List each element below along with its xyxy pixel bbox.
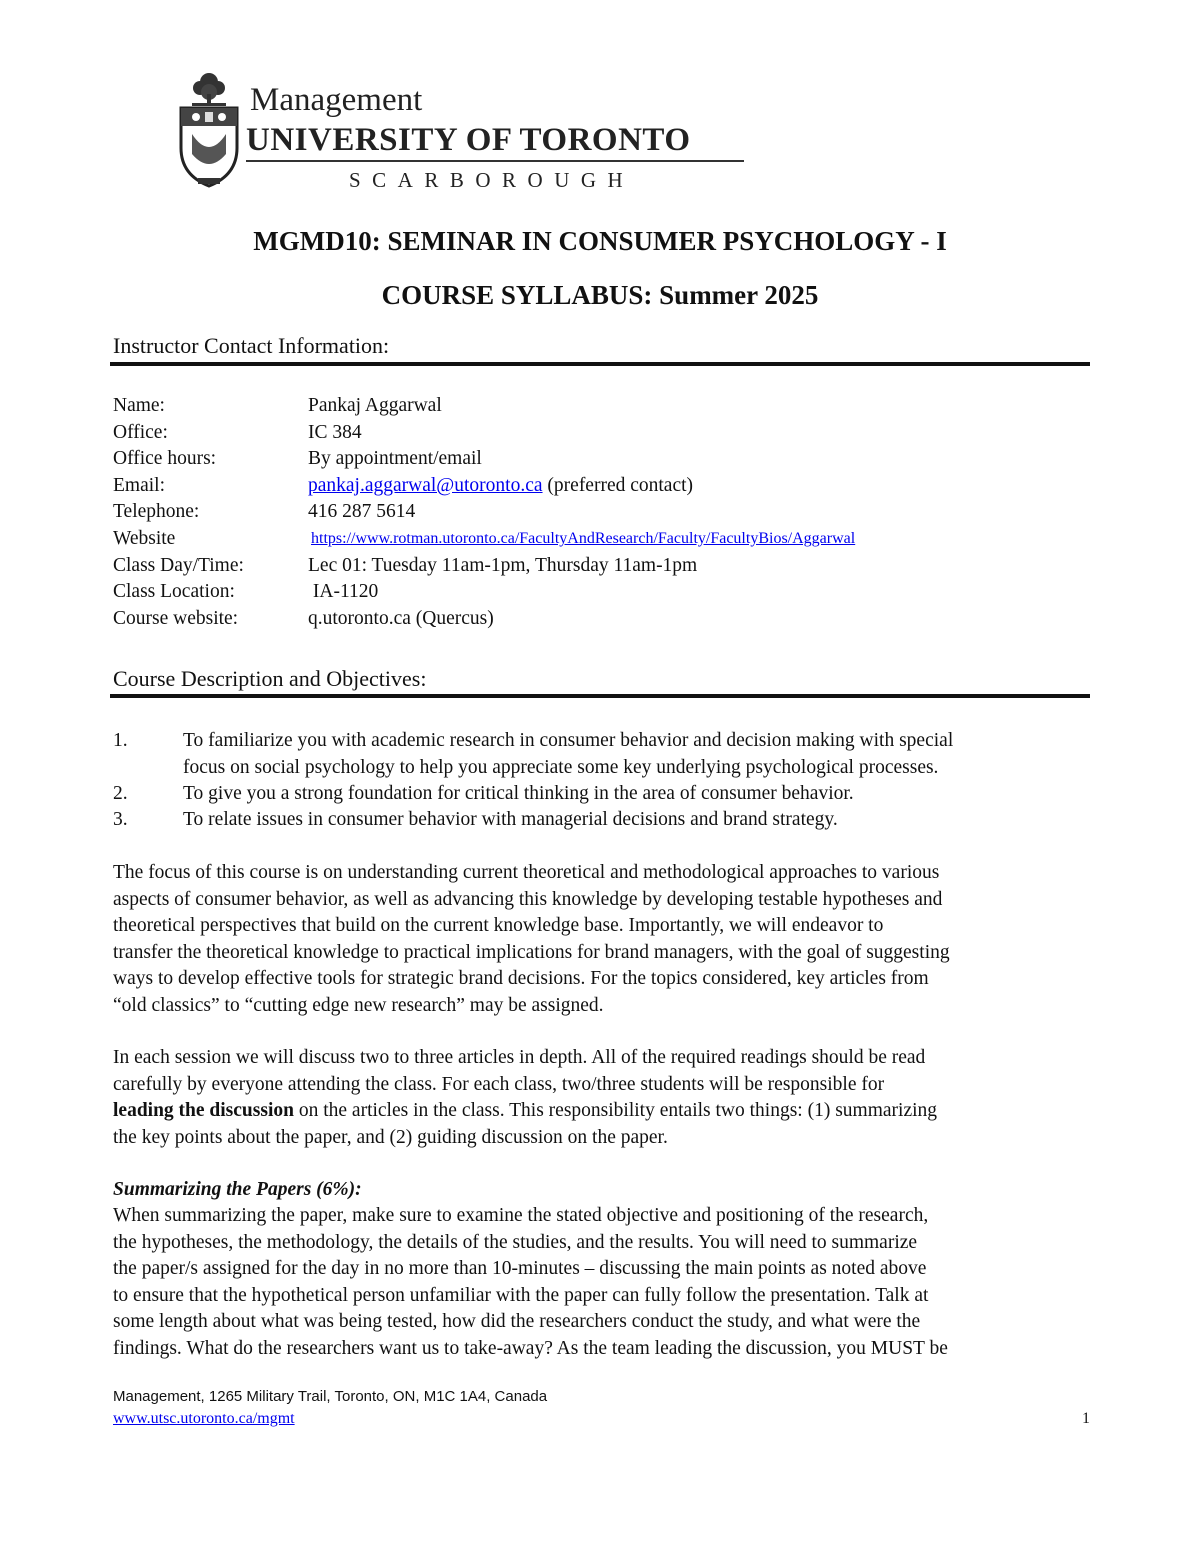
paragraph-line: aspects of consumer behavior, as well as advancing this knowledge by developing testable hypotheses and bbox=[113, 888, 943, 910]
paragraph-line: The focus of this course is on understanding current theoretical and methodological approaches to various bbox=[113, 862, 940, 883]
contact-value: IC 384 bbox=[308, 421, 362, 443]
contact-label: Office: bbox=[113, 421, 168, 443]
paragraph-line: In each session we will discuss two to three articles in depth. All of the required readings should be read bbox=[113, 1047, 926, 1068]
objective-text: To give you a strong foundation for critical thinking in the area of consumer behavior. bbox=[183, 783, 854, 804]
course-title: MGMD10: SEMINAR IN CONSUMER PSYCHOLOGY - I bbox=[253, 226, 947, 256]
website-link[interactable]: https://www.rotman.utoronto.ca/FacultyAndResearch/Faculty/FacultyBios/Aggarwal bbox=[311, 529, 856, 547]
contact-value bbox=[308, 473, 693, 500]
objectives-heading: Course Description and Objectives: bbox=[113, 666, 427, 691]
university-crest-icon bbox=[178, 70, 240, 190]
page-number: 1 bbox=[1082, 1410, 1090, 1427]
objective-item bbox=[113, 781, 1103, 808]
contact-value: Pankaj Aggarwal bbox=[308, 395, 442, 416]
summarizing-heading: Summarizing the Papers (6%): bbox=[113, 1179, 362, 1200]
contact-value: By appointment/email bbox=[308, 448, 482, 470]
contact-value: IA-1120 bbox=[308, 581, 379, 603]
contact-label: Office hours: bbox=[113, 448, 217, 470]
course-subtitle: COURSE SYLLABUS: Summer 2025 bbox=[381, 280, 819, 310]
objective-text bbox=[183, 728, 1103, 781]
leading-discussion-emphasis: leading the discussion bbox=[113, 1100, 294, 1121]
logo-university-text: UNIVERSITY OF TORONTO bbox=[246, 122, 691, 158]
summarizing-paragraph bbox=[113, 1203, 1103, 1362]
objective-line: To familiarize you with academic research in consumer behavior and decision making with special bbox=[183, 730, 954, 751]
objective-item bbox=[113, 807, 1103, 834]
contact-label: Name: bbox=[113, 395, 165, 416]
paragraph-text: on the articles in the class. This responsibility entails two things: (1) summarizing bbox=[293, 1100, 938, 1121]
objective-number: 2. bbox=[113, 783, 128, 804]
objectives-divider bbox=[110, 694, 1090, 698]
paragraph-line: findings. What do the researchers want us to take-away? As the team leading the discussion, you MUST be bbox=[113, 1337, 948, 1359]
footer-website-link[interactable]: www.utsc.utoronto.ca/mgmt bbox=[113, 1410, 295, 1427]
paragraph-line: When summarizing the paper, make sure to examine the stated objective and positioning of the research, bbox=[113, 1205, 929, 1226]
paragraph-line: some length about what was being tested, how did the researchers conduct the study, and what were the bbox=[113, 1311, 921, 1332]
logo-campus-text: SCARBOROUGH bbox=[349, 168, 635, 192]
footer-address: Management, 1265 Military Trail, Toronto, ON, M1C 1A4, Canada bbox=[113, 1388, 548, 1405]
contact-label: Telephone: bbox=[113, 501, 200, 523]
logo-department-text: Management bbox=[250, 82, 423, 118]
contact-heading: Instructor Contact Information: bbox=[113, 333, 390, 358]
contact-value: Lec 01: Tuesday 11am-1pm, Thursday 11am-1pm bbox=[308, 554, 698, 576]
session-paragraph bbox=[113, 1045, 1103, 1151]
paragraph-line bbox=[113, 1098, 1103, 1125]
paragraph-line: “old classics” to “cutting edge new research” may be assigned. bbox=[113, 994, 604, 1016]
university-logo bbox=[178, 70, 758, 192]
paragraph-line: to ensure that the hypothetical person unfamiliar with the paper can fully follow the presentation. Talk at bbox=[113, 1284, 929, 1306]
objective-line: focus on social psychology to help you appreciate some key underlying psychological processes. bbox=[183, 756, 939, 778]
objective-number: 1. bbox=[113, 730, 128, 751]
paragraph-line: the paper/s assigned for the day in no more than 10-minutes – discussing the main points as noted above bbox=[113, 1258, 927, 1279]
objective-text: To relate issues in consumer behavior with managerial decisions and brand strategy. bbox=[183, 809, 838, 830]
contact-divider bbox=[110, 362, 1090, 366]
contact-label: Email: bbox=[113, 474, 165, 496]
contact-value: q.utoronto.ca (Quercus) bbox=[308, 607, 494, 629]
logo-divider bbox=[246, 160, 744, 162]
course-focus-paragraph bbox=[113, 860, 1103, 1019]
contact-value: 416 287 5614 bbox=[308, 501, 416, 523]
objective-item bbox=[113, 728, 1103, 781]
paragraph-line: the hypotheses, the methodology, the details of the studies, and the results. You will need to summarize bbox=[113, 1231, 918, 1253]
email-note: (preferred contact) bbox=[542, 474, 694, 496]
email-link[interactable]: pankaj.aggarwal@utoronto.ca bbox=[308, 474, 543, 496]
paragraph-line: transfer the theoretical knowledge to practical implications for brand managers, with the goal of suggesting bbox=[113, 941, 950, 963]
contact-label: Class Day/Time: bbox=[113, 554, 244, 576]
paragraph-line: the key points about the paper, and (2) guiding discussion on the paper. bbox=[113, 1126, 668, 1148]
objective-number: 3. bbox=[113, 809, 128, 830]
contact-label: Website bbox=[113, 527, 176, 549]
contact-label: Class Location: bbox=[113, 581, 235, 603]
paragraph-line: ways to develop effective tools for strategic brand decisions. For the topics considered, key articles from bbox=[113, 968, 929, 989]
paragraph-line: theoretical perspectives that build on the current knowledge base. Importantly, we will endeavor to bbox=[113, 915, 884, 936]
paragraph-line: carefully by everyone attending the class. For each class, two/three students will be responsible for bbox=[113, 1073, 885, 1095]
contact-label: Course website: bbox=[113, 607, 239, 629]
